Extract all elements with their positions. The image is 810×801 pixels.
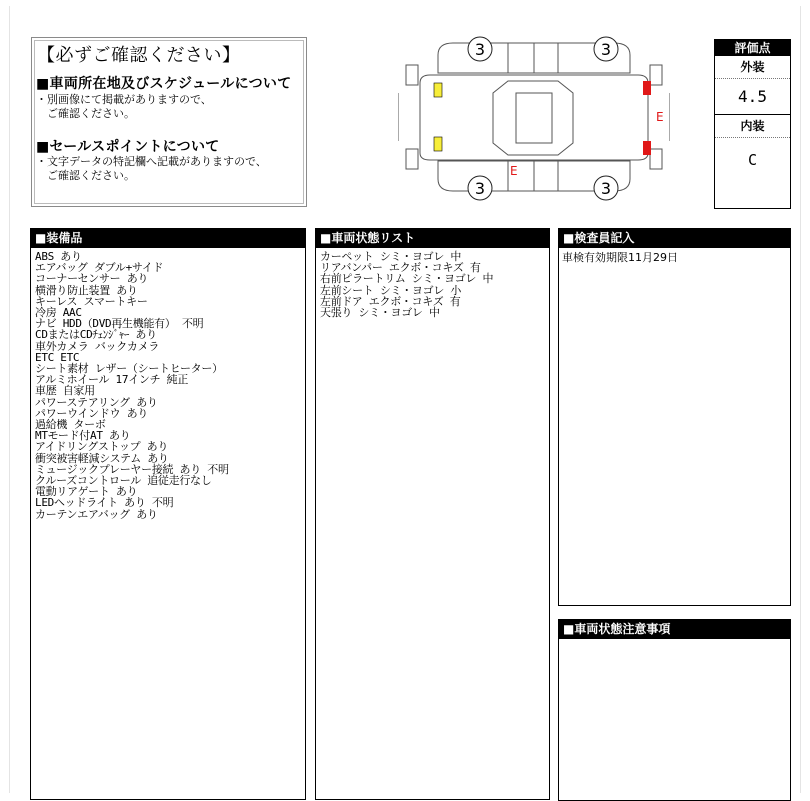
notice-section1-heading: ■車両所在地及びスケジュールについて (36, 76, 292, 92)
list-item: パワーステアリング あり (35, 395, 158, 409)
marker-front-left: 3 (474, 40, 486, 59)
yellow-marker-front (434, 83, 442, 97)
marker-rear-right: 3 (600, 179, 612, 198)
marker-front-right: 3 (600, 40, 612, 59)
equipment-list (31, 248, 305, 520)
notice-section2-text: ・文字データの特記欄へ記載がありますので、 ご確認ください。 (36, 155, 267, 182)
list-item: 電動リアゲート あり (35, 485, 138, 499)
exterior-label: 外装 (715, 56, 790, 79)
list-item: LEDヘッドライト あり 不明 (35, 496, 174, 510)
inspector-header: ■検査員記入 (559, 229, 790, 248)
notes-panel (558, 619, 791, 801)
interior-value: C (747, 151, 758, 169)
list-item: 右前ピラートリム シミ・ヨゴレ 中 (320, 272, 494, 286)
notes-header: ■車両状態注意事項 (559, 620, 790, 639)
red-marker-front (643, 81, 651, 95)
list-item: 過給機 ターボ (35, 418, 106, 432)
notice-section2-heading: ■セールスポイントについて (36, 139, 220, 155)
list-item: 車歴 自家用 (35, 384, 95, 398)
list-item: エアバッグ ダブル+サイド (35, 261, 164, 275)
list-item: ETC ETC (35, 350, 80, 364)
red-marker-rear (643, 141, 651, 155)
damage-mark-e-bottom: E (510, 164, 518, 178)
notice-box (31, 37, 307, 207)
equipment-panel (30, 228, 306, 800)
inspector-text: 車検有効期限11月29日 (562, 251, 678, 264)
list-item: 横滑り防止装置 あり (35, 283, 138, 297)
condition-panel (315, 228, 550, 800)
damage-mark-e-right: E (656, 110, 664, 124)
car-diagram (398, 33, 670, 201)
list-item: カーテンエアバッグ あり (35, 507, 158, 521)
list-item: ミュージックプレーヤー接続 あり 不明 (35, 462, 229, 476)
list-item: 天張り シミ・ヨゴレ 中 (320, 306, 440, 320)
notice-title: 【必ずご確認ください】 (37, 45, 241, 66)
list-item: 車外カメラ バックカメラ (35, 339, 160, 353)
list-item: コーナーセンサー あり (35, 272, 149, 286)
condition-header: ■車両状態リスト (316, 229, 549, 248)
list-item: 左前ドア エクボ・コキズ 有 (320, 294, 461, 308)
list-item: 衝突被害軽減システム あり (35, 451, 169, 465)
list-item: 左前シート シミ・ヨゴレ 小 (320, 283, 462, 297)
car-top-view (420, 75, 648, 160)
rating-header: 評価点 (715, 40, 790, 56)
condition-list (316, 248, 549, 318)
list-item: ナビ HDD（DVD再生機能有） 不明 (35, 317, 204, 331)
inspector-panel (558, 228, 791, 606)
exterior-value: 4.5 (715, 79, 790, 115)
equipment-header: ■装備品 (31, 229, 305, 248)
list-item: クルーズコントロール 追従走行なし (35, 474, 212, 488)
yellow-marker-rear (434, 137, 442, 151)
list-item: CDまたはCDﾁｪﾝｼﾞｬｰ あり (35, 328, 157, 342)
list-item: ABS あり (35, 250, 82, 263)
list-item: リアバンパー エクボ・コキズ 有 (320, 261, 481, 275)
list-item: MTモード付AT あり (35, 429, 131, 443)
list-item: シート素材 レザー（シートヒーター） (35, 362, 223, 376)
marker-rear-left: 3 (474, 179, 486, 198)
rating-box (714, 39, 791, 209)
list-item: 冷房 AAC (35, 306, 82, 320)
interior-label: 内装 (715, 115, 790, 138)
notice-section1-text: ・別画像にて掲載がありますので、 ご確認ください。 (36, 93, 212, 120)
list-item: アイドリングストップ あり (35, 440, 169, 454)
list-item: カーペット シミ・ヨゴレ 中 (320, 250, 462, 263)
list-item: アルミホイール 17インチ 純正 (35, 373, 189, 387)
list-item: キーレス スマートキー (35, 294, 148, 308)
list-item: パワーウインドウ あり (35, 406, 148, 420)
